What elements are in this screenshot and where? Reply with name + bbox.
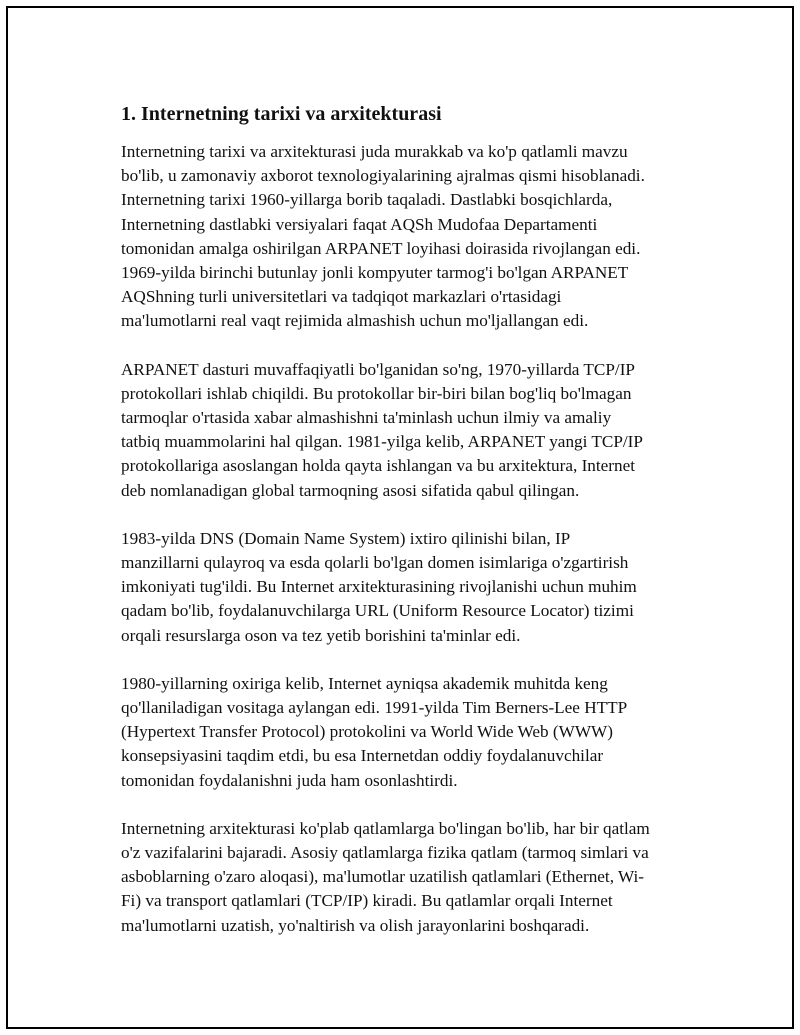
- text-line: ma'lumotlarni real vaqt rejimida almashish uchun mo'ljallangan edi.: [121, 311, 589, 331]
- text-line: 1969-yilda birinchi butunlay jonli kompyuter tarmog'i bo'lgan ARPANET: [121, 263, 629, 283]
- text-line: orqali resurslarga oson va tez yetib borishini ta'minlar edi.: [121, 625, 521, 645]
- text-line: qadam bo'lib, foydalanuvchilarga URL (Uniform Resource Locator) tizimi: [121, 601, 634, 621]
- paragraph-tcpip: [121, 358, 699, 503]
- document-title: 1. Internetning tarixi va arxitekturasi: [121, 103, 442, 125]
- text-line: asboblarning o'zaro aloqasi), ma'lumotlar uzatilish qatlamlari (Ethernet, Wi-: [121, 867, 645, 887]
- text-line: qo'llaniladigan vositaga aylangan edi. 1991-yilda Tim Berners-Lee HTTP: [121, 698, 628, 718]
- text-line: Fi) va transport qatlamlari (TCP/IP) kiradi. Bu qatlamlar orqali Internet: [121, 891, 613, 911]
- text-line: 1983-yilda DNS (Domain Name System) ixtiro qilinishi bilan, IP: [121, 528, 571, 548]
- paragraph-www: [121, 672, 699, 793]
- text-line: konsepsiyasini taqdim etdi, bu esa Internetdan oddiy foydalanuvchilar: [121, 746, 604, 766]
- text-line: Internetning tarixi 1960-yillarga borib taqaladi. Dastlabki bosqichlarda,: [121, 190, 613, 210]
- text-line: protokollari ishlab chiqildi. Bu protokollar bir-biri bilan bog'liq bo'lmagan: [121, 383, 632, 403]
- text-line: Internetning arxitekturasi ko'plab qatlamlarga bo'lingan bo'lib, har bir qatlam: [121, 818, 650, 838]
- paragraph-history-intro: [121, 140, 699, 334]
- paragraph-dns: [121, 527, 699, 648]
- text-line: Internetning tarixi va arxitekturasi juda murakkab va ko'p qatlamli mavzu: [121, 142, 628, 161]
- text-line: AQShning turli universitetlari va tadqiqot markazlari o'rtasidagi: [121, 287, 562, 307]
- text-line: tatbiq muammolarini hal qilgan. 1981-yilga kelib, ARPANET yangi TCP/IP: [121, 432, 643, 452]
- text-line: tomonidan foydalanishni juda ham osonlashtirdi.: [121, 770, 458, 790]
- text-line: bo'lib, u zamonaviy axborot texnologiyalarining ajralmas qismi hisoblanadi.: [121, 166, 645, 186]
- text-line: 1980-yillarning oxiriga kelib, Internet ayniqsa akademik muhitda keng: [121, 673, 608, 693]
- text-line: ARPANET dasturi muvaffaqiyatli bo'lganidan so'ng, 1970-yillarda TCP/IP: [121, 359, 635, 379]
- text-line: imkoniyati tug'ildi. Bu Internet arxitekturasining rivojlanishi uchun muhim: [121, 577, 637, 597]
- text-line: tarmoqlar o'rtasida xabar almashishni ta'minlash uchun ilmiy va amaliy: [121, 408, 612, 428]
- text-line: (Hypertext Transfer Protocol) protokolini va World Wide Web (WWW): [121, 722, 614, 742]
- text-line: protokollariga asoslangan holda qayta ishlangan va bu arxitektura, Internet: [121, 456, 636, 476]
- page-frame: [6, 6, 794, 1029]
- document-body: [121, 101, 699, 962]
- text-line: Internetning dastlabki versiyalari faqat AQSh Mudofaa Departamenti: [121, 214, 598, 234]
- text-line: manzillarni qulayroq va esda qolarli bo'lgan domen isimlariga o'zgartirish: [121, 553, 629, 573]
- paragraph-architecture-layers: [121, 817, 699, 938]
- text-line: o'z vazifalarini bajaradi. Asosiy qatlamlarga fizika qatlam (tarmoq simlari va: [121, 843, 649, 863]
- text-line: ma'lumotlarni uzatish, yo'naltirish va olish jarayonlarini boshqaradi.: [121, 915, 590, 935]
- text-line: deb nomlanadigan global tarmoqning asosi sifatida qabul qilingan.: [121, 480, 580, 500]
- text-line: tomonidan amalga oshirilgan ARPANET loyihasi doirasida rivojlangan edi.: [121, 238, 641, 258]
